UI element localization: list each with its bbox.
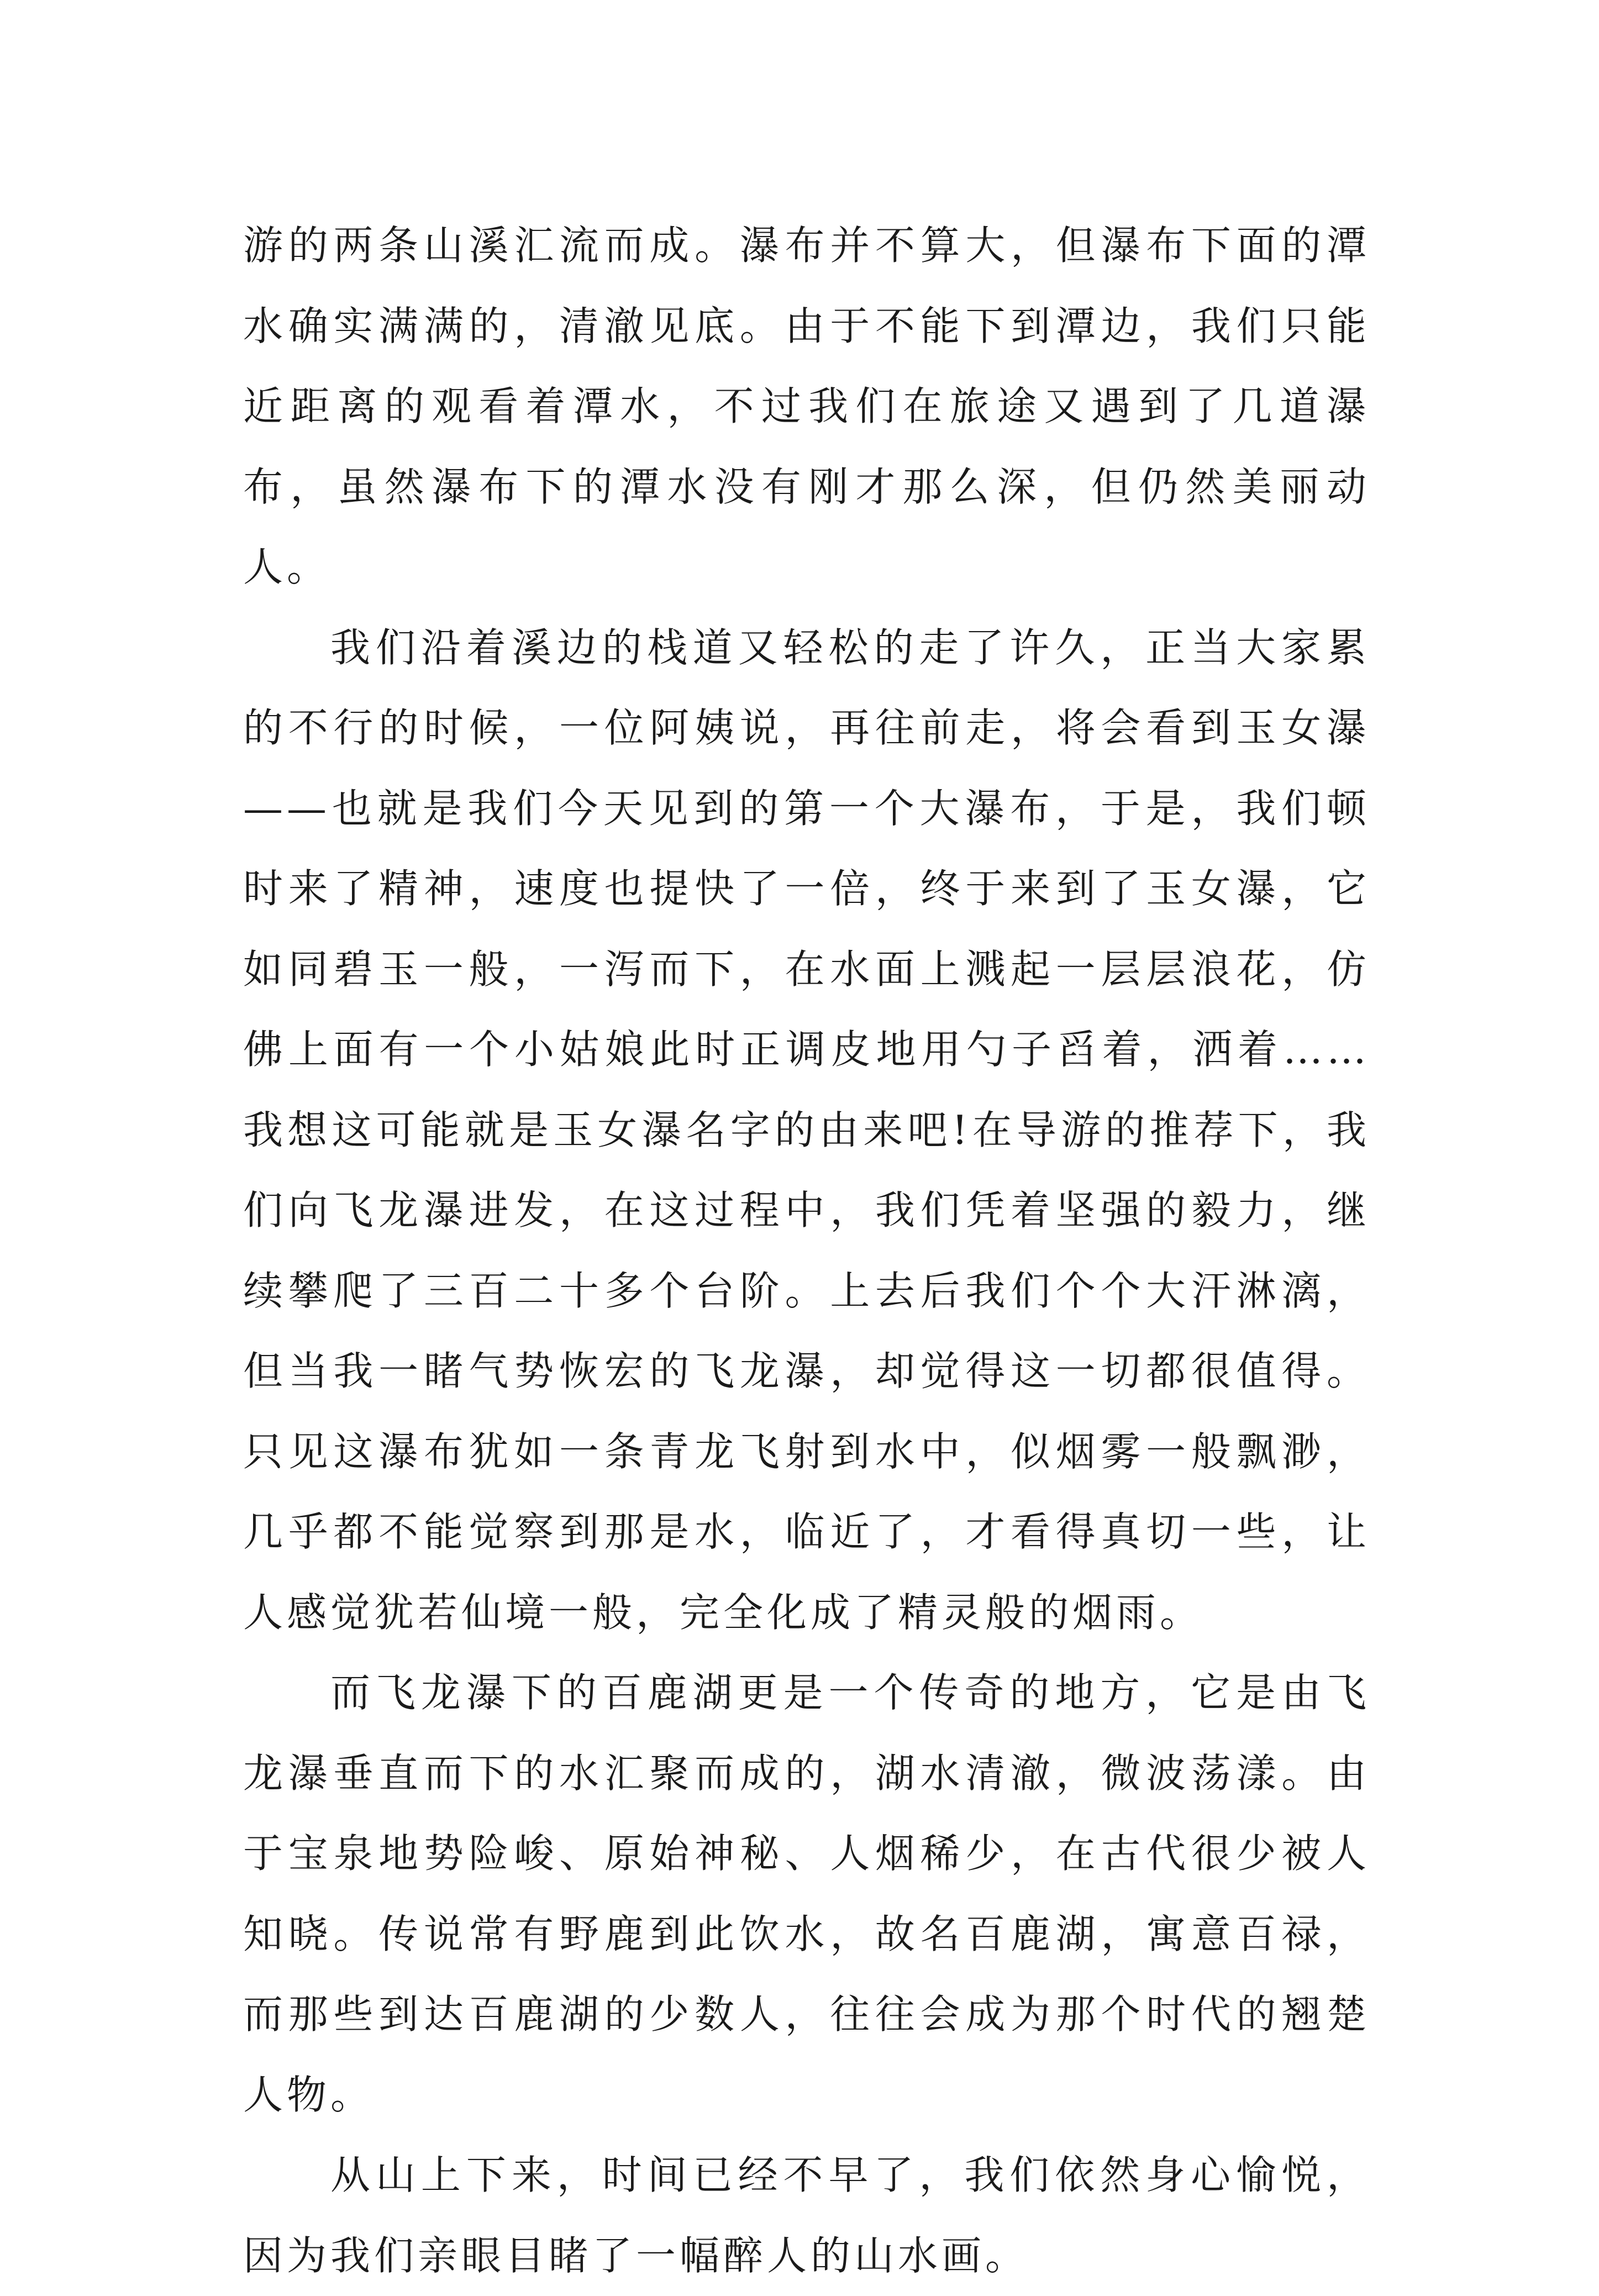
body-text xyxy=(243,206,1370,2296)
paragraph-2: 我们沿着溪边的栈道又轻松的走了许久，正当大家累的不行的时候，一位阿姨说，再往前走，将会看到玉女瀑——也就是我们今天见到的第一个大瀑布，于是，我们顿时来了精神，速度也提快了一倍，终于来到了玉女瀑，它如同碧玉一般，一泻而下，在水面上溅起一层层浪花，仿佛上面有一个小姑娘此时正调皮地用勺子舀着，洒着……我想这可能就是玉女瀑名字的由来吧!在导游的推荐下，我们向飞龙瀑进发，在这过程中，我们凭着坚强的毅力，继续攀爬了三百二十多个台阶。上去后我们个个大汗淋漓，但当我一睹气势恢宏的飞龙瀑，却觉得这一切都很值得。只见这瀑布犹如一条青龙飞射到水中，似烟雾一般飘渺，几乎都不能觉察到那是水，临近了，才看得真切一些，让人感觉犹若仙境一般，完全化成了精灵般的烟雨。 xyxy=(243,624,1370,1636)
paragraph-4: 从山上下来，时间已经不早了，我们依然身心愉悦，因为我们亲眼目睹了一幅醉人的山水画。 xyxy=(243,2152,1370,2279)
paragraph-3: 而飞龙瀑下的百鹿湖更是一个传奇的地方，它是由飞龙瀑垂直而下的水汇聚而成的，湖水清澈，微波荡漾。由于宝泉地势险峻、原始神秘、人烟稀少，在古代很少被人知晓。传说常有野鹿到此饮水，故名百鹿湖，寓意百禄，而那些到达百鹿湖的少数人，往往会成为那个时代的翘楚人物。 xyxy=(243,1669,1370,2118)
paragraph-1: 游的两条山溪汇流而成。瀑布并不算大，但瀑布下面的潭水确实满满的，清澈见底。由于不能下到潭边，我们只能近距离的观看着潭水，不过我们在旅途又遇到了几道瀑布，虽然瀑布下的潭水没有刚才那么深，但仍然美丽动人。 xyxy=(243,222,1370,590)
